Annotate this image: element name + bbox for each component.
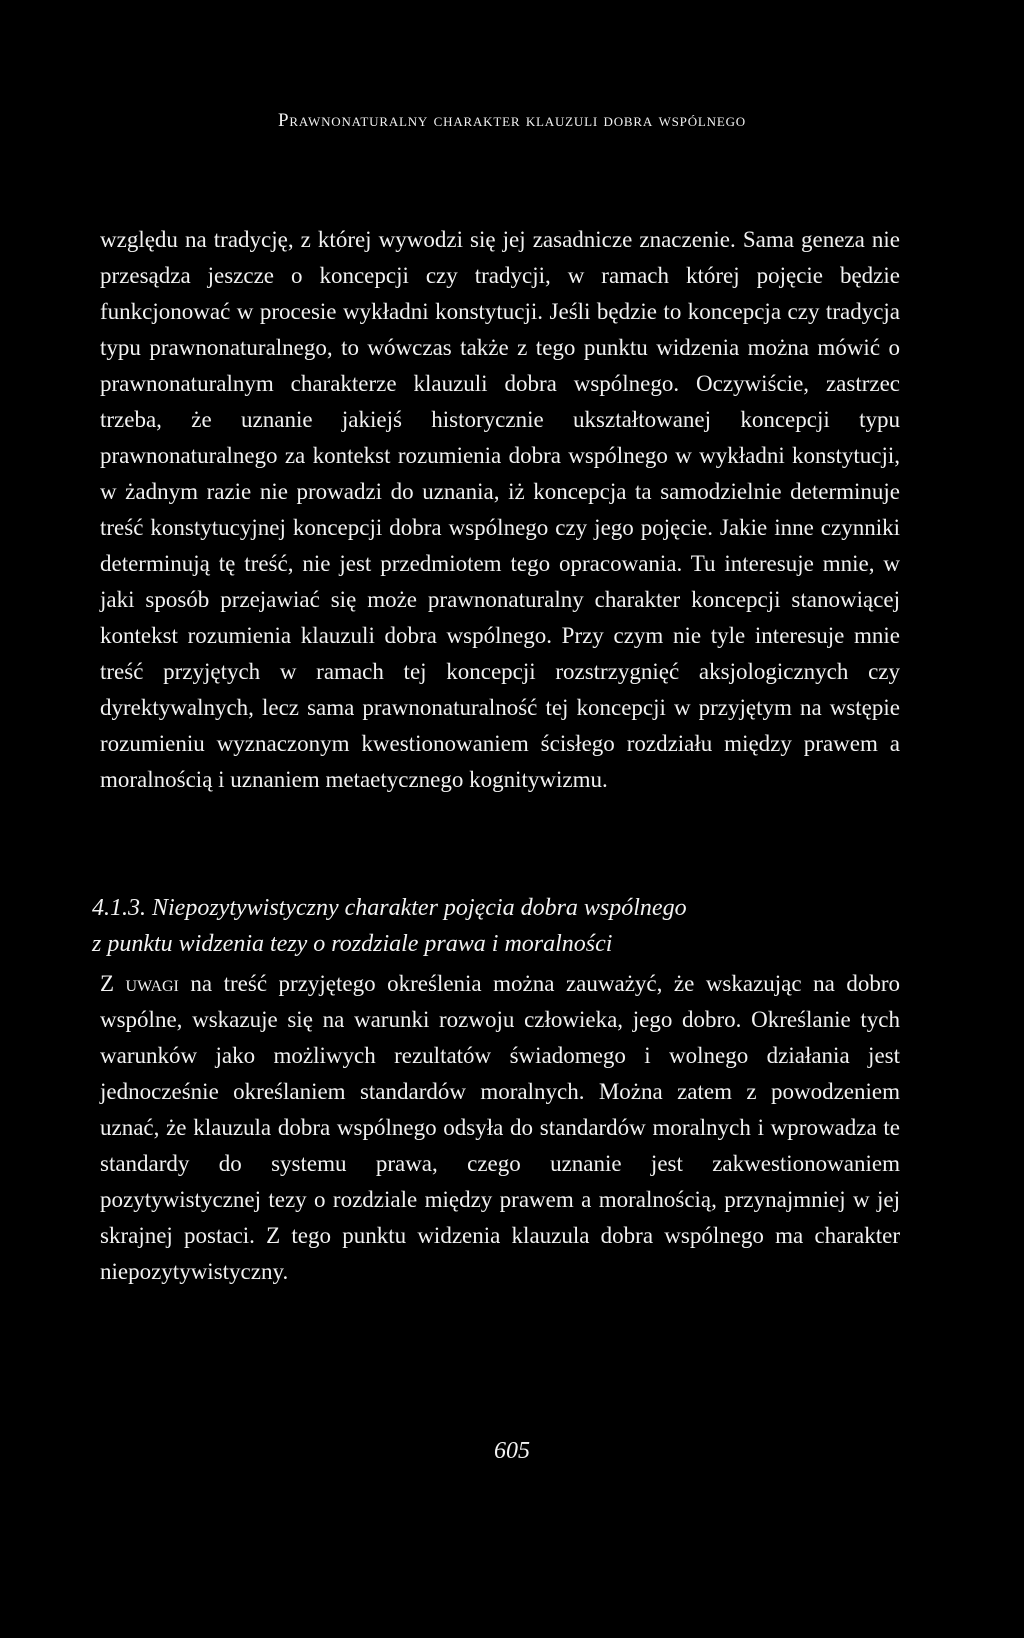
section-heading-line-1: 4.1.3. Niepozytywistyczny charakter pojęcia dobra wspólnego	[92, 895, 687, 921]
body-paragraph-2	[100, 966, 900, 1290]
paragraph-lead-smallcaps: Z uwagi	[100, 971, 179, 996]
section-heading	[92, 890, 912, 962]
section-heading-line-2: z punktu widzenia tezy o rozdziale prawa i moralności	[92, 931, 613, 957]
running-head: Prawnonaturalny charakter klauzuli dobra wspólnego	[278, 110, 746, 131]
paragraph-2-text: na treść przyjętego określenia można zauważyć, że wskazując na dobro wspólne, wskazuje się na warunki rozwoju człowieka, jego dobro. Określanie tych warunków jako możliwych rezultatów świadomego i wolnego działania jest jednocześnie określaniem standardów moralnych. Można zatem z powodzeniem uznać, że klauzula dobra wspólnego odsyła do standardów moralnych i wprowadza te standardy do systemu prawa, czego uznanie jest zakwestionowaniem pozytywistycznej tezy o rozdziale między prawem a moralnością, przynajmniej w jej skrajnej postaci. Z tego punktu widzenia klauzula dobra wspólnego ma charakter niepozytywistyczny.	[100, 971, 900, 1284]
page-number: 605	[494, 1438, 530, 1464]
body-paragraph-1: względu na tradycję, z której wywodzi się jej zasadnicze znaczenie. Sama geneza nie przesądza jeszcze o koncepcji czy tradycji, w ramach której pojęcie będzie funkcjonować w procesie wykładni konstytucji. Jeśli będzie to koncepcja czy tradycja typu prawnonaturalnego, to wówczas także z tego punktu widzenia można mówić o prawnonaturalnym charakterze klauzuli dobra wspólnego. Oczywiście, zastrzec trzeba, że uznanie jakiejś historycznie ukształtowanej koncepcji typu prawnonaturalnego za kontekst rozumienia dobra wspólnego w wykładni konstytucji, w żadnym razie nie prowadzi do uznania, iż koncepcja ta samodzielnie determinuje treść konstytucyjnej koncepcji dobra wspólnego czy jego pojęcie. Jakie inne czynniki determinują tę treść, nie jest przedmiotem tego opracowania. Tu interesuje mnie, w jaki sposób przejawiać się może prawnonaturalny charakter koncepcji stanowiącej kontekst rozumienia klauzuli dobra wspólnego. Przy czym nie tyle interesuje mnie treść przyjętych w ramach tej koncepcji rozstrzygnięć aksjologicznych czy dyrektywalnych, lecz sama prawnonaturalność tej koncepcji w przyjętym na wstępie rozumieniu wyznaczonym kwestionowaniem ścisłego rozdziału między prawem a moralnością i uznaniem metaetycznego kognitywizmu.	[100, 227, 900, 792]
